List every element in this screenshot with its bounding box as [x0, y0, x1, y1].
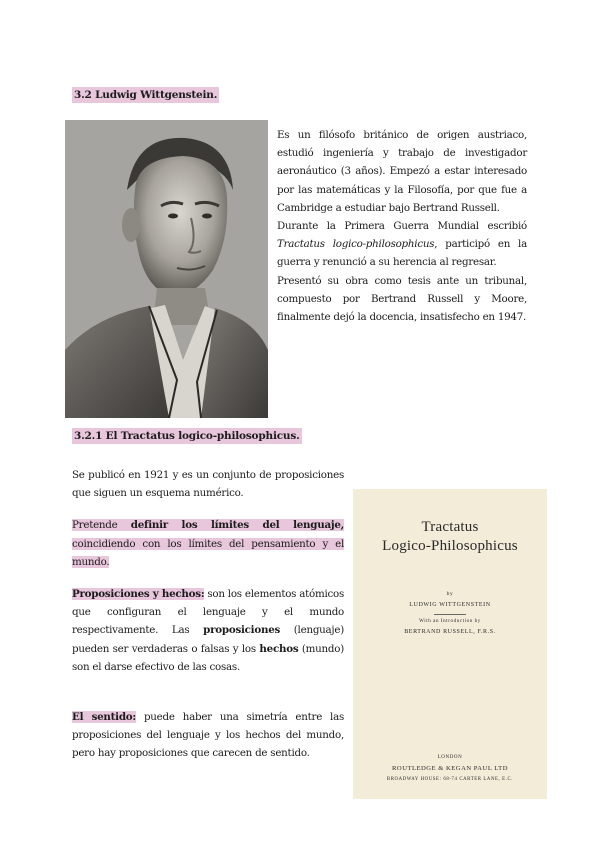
sense-bold: El sentido: [72, 711, 136, 724]
cover-intro-author: BERTRAND RUSSELL, F.R.S. [404, 629, 496, 635]
bio-paragraph-2 [277, 217, 527, 272]
subsection-heading: 3.2.1 El Tractatus logico-philosophicus. [74, 430, 300, 442]
tractatus-sense [72, 708, 344, 763]
biography-text [277, 126, 527, 326]
limits-pre: Pretende [72, 519, 131, 532]
cover-author: LUDWIG WITTGENSTEIN [409, 602, 491, 608]
cover-title-line2: Logico-Philosophicus [382, 538, 518, 554]
tractatus-intro: Se publicó en 1921 y es un conjunto de proposiciones que siguen un esquema numérico. [72, 469, 344, 500]
cover-publisher: ROUTLEDGE & KEGAN PAUL LTD [392, 765, 508, 772]
props-text-1: son los elementos atómicos que configuran el lenguaje y el mundo respectivamente. Las [72, 588, 345, 637]
cover-title-line1: Tractatus [421, 519, 479, 535]
section-heading: 3.2 Ludwig Wittgenstein. [74, 89, 218, 101]
cover-by: by [446, 591, 454, 597]
limits-post: coincidiendo con los límites del pensamiento y el mundo. [72, 537, 344, 568]
cover-city: LONDON [437, 755, 463, 760]
props-text-2: (lenguaje) pueden ser verdaderas o falsas y los [72, 624, 344, 655]
cover-rule [434, 614, 466, 615]
props-text-3: (mundo) son el darse efectivo de las cosas. [72, 642, 344, 673]
tractatus-title-italic: Tractatus logico-philosophicus [277, 238, 435, 251]
props-bold: Proposiciones y hechos: [72, 588, 205, 601]
tractatus-book-cover [353, 489, 547, 799]
bio-paragraph-1: Es un filósofo británico de origen austriaco, estudió ingeniería y trabajo de investigador aeronáutico (3 años). Empezó a estar interesado por las matemáticas y la Filosofía, por que fue a Cambridge a estudiar bajo Bertrand Russell. [277, 129, 527, 214]
sense-text: puede haber una simetría entre las proposiciones del lenguaje y los hechos del mundo, pero hay proposiciones que carecen de sentido. [72, 711, 344, 760]
tractatus-text [72, 466, 344, 763]
props-bold-2: proposiciones [203, 624, 281, 637]
tractatus-limits [72, 516, 344, 571]
wittgenstein-portrait [65, 120, 268, 418]
bio-p2-text-end: , participó en la guerra y renunció a su herencia al regresar. [277, 238, 527, 269]
cover-intro-line: With an Introduction by [419, 619, 481, 624]
bio-paragraph-3: Presentó su obra como tesis ante un tribunal, compuesto por Bertrand Russell y Moore, finalmente dejó la docencia, insatisfecho en 1947. [277, 274, 527, 324]
cover-address: BROADWAY HOUSE: 68-74 CARTER LANE, E.C. [386, 777, 514, 782]
props-bold-3: hechos [259, 642, 299, 655]
tractatus-propositions [72, 585, 344, 676]
limits-bold: definir los límites del lenguaje, [130, 519, 344, 532]
bio-p2-text: Durante la Primera Guerra Mundial escribió [277, 220, 527, 233]
